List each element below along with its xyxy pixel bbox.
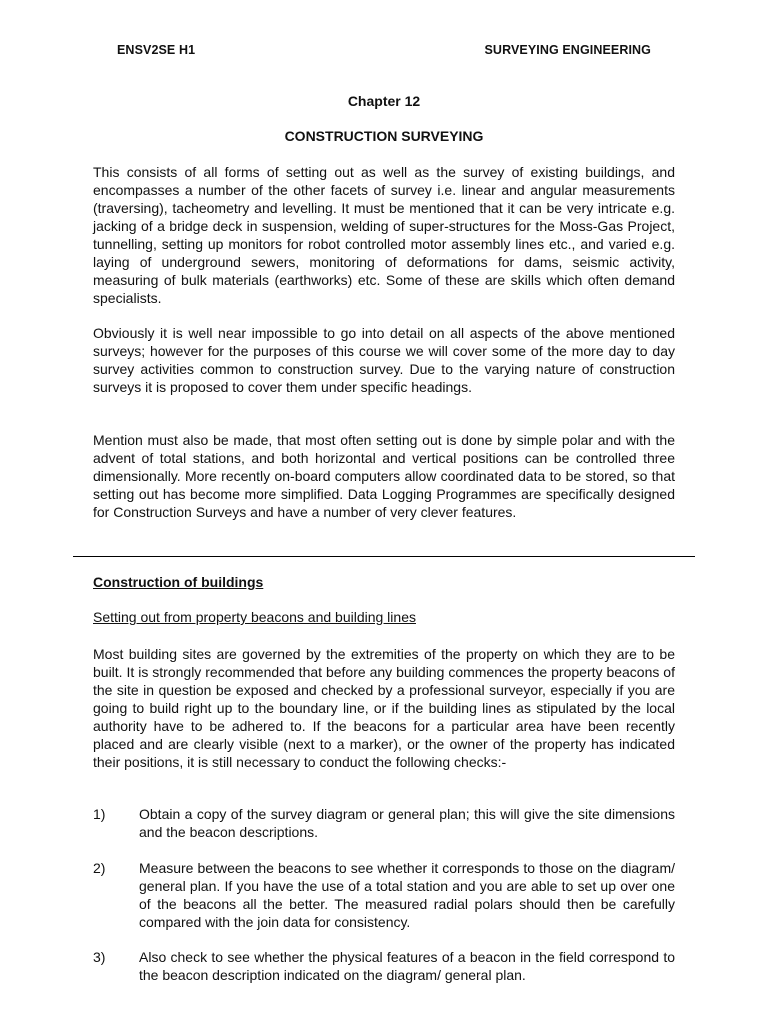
chapter-number: Chapter 12	[347, 93, 421, 109]
section-paragraph: Most building sites are governed by the extremities of the property on which they are to be built. It is strongly recommended that before any building commences the property beacons of the site in question be exposed and checked by a professional surveyor, especially if you are going to build right up to the boundary line, or if the building lines as stipulated by the local authority have to be adhered to. If the beacons for a particular area have been recently placed and are clearly visible (next to a marker), or the owner of the property has indicated their positions, it is still necessary to conduct the following checks:-	[93, 646, 675, 770]
list-item-number: 1)	[93, 806, 106, 822]
list-item-text: Obtain a copy of the survey diagram or general plan; this will give the site dimensions and the beacon descriptions.	[139, 806, 675, 840]
list-item-text: Also check to see whether the physical features of a beacon in the field correspond to the beacon description indicated on the diagram/ general plan.	[139, 949, 675, 983]
intro-paragraph-3: Mention must also be made, that most often setting out is done by simple polar and with the advent of total stations, and both horizontal and vertical positions can be controlled three dimensionally. More recently on-board computers allow coordinated data to be stored, so that setting out has become more simplified. Data Logging Programmes are specifically designed for Construction Surveys and have a number of very clever features.	[93, 432, 675, 520]
list-item-text: Measure between the beacons to see whether it corresponds to those on the diagram/ general plan. If you have the use of a total station and you are able to set up over one of the beacons all the better. The measured radial polars should then be carefully compared with the join data for consistency.	[139, 860, 675, 930]
check-list-item	[93, 805, 675, 841]
check-list-item	[93, 859, 675, 931]
check-list-item	[93, 948, 675, 984]
intro-paragraph-2: Obviously it is well near impossible to go into detail on all aspects of the above mentioned surveys; however for the purposes of this course we will cover some of the more day to day survey activities common to construction survey. Due to the varying nature of construction surveys it is proposed to cover them under specific headings.	[93, 325, 675, 395]
horizontal-divider	[73, 556, 695, 557]
header-subject: SURVEYING ENGINEERING	[484, 43, 651, 57]
section-heading: Construction of buildings	[93, 574, 264, 590]
header-course-code: ENSV2SE H1	[117, 43, 196, 57]
section-subheading: Setting out from property beacons and building lines	[93, 609, 416, 625]
list-item-number: 2)	[93, 860, 106, 876]
list-item-number: 3)	[93, 949, 106, 965]
chapter-title: CONSTRUCTION SURVEYING	[284, 128, 484, 144]
intro-paragraph-1: This consists of all forms of setting out as well as the survey of existing buildings, and encompasses a number of the other facets of survey i.e. linear and angular measurements (traversing), tacheometry and levelling. It must be mentioned that it can be very intricate e.g. jacking of a bridge deck in suspension, welding of super-structures for the Moss-Gas Project, tunnelling, setting up monitors for robot controlled motor assembly lines etc., and varied e.g. laying of underground sewers, monitoring of deformations for dams, seismic activity, measuring of bulk materials (earthworks) etc. Some of these are skills which often demand specialists.	[93, 164, 675, 306]
